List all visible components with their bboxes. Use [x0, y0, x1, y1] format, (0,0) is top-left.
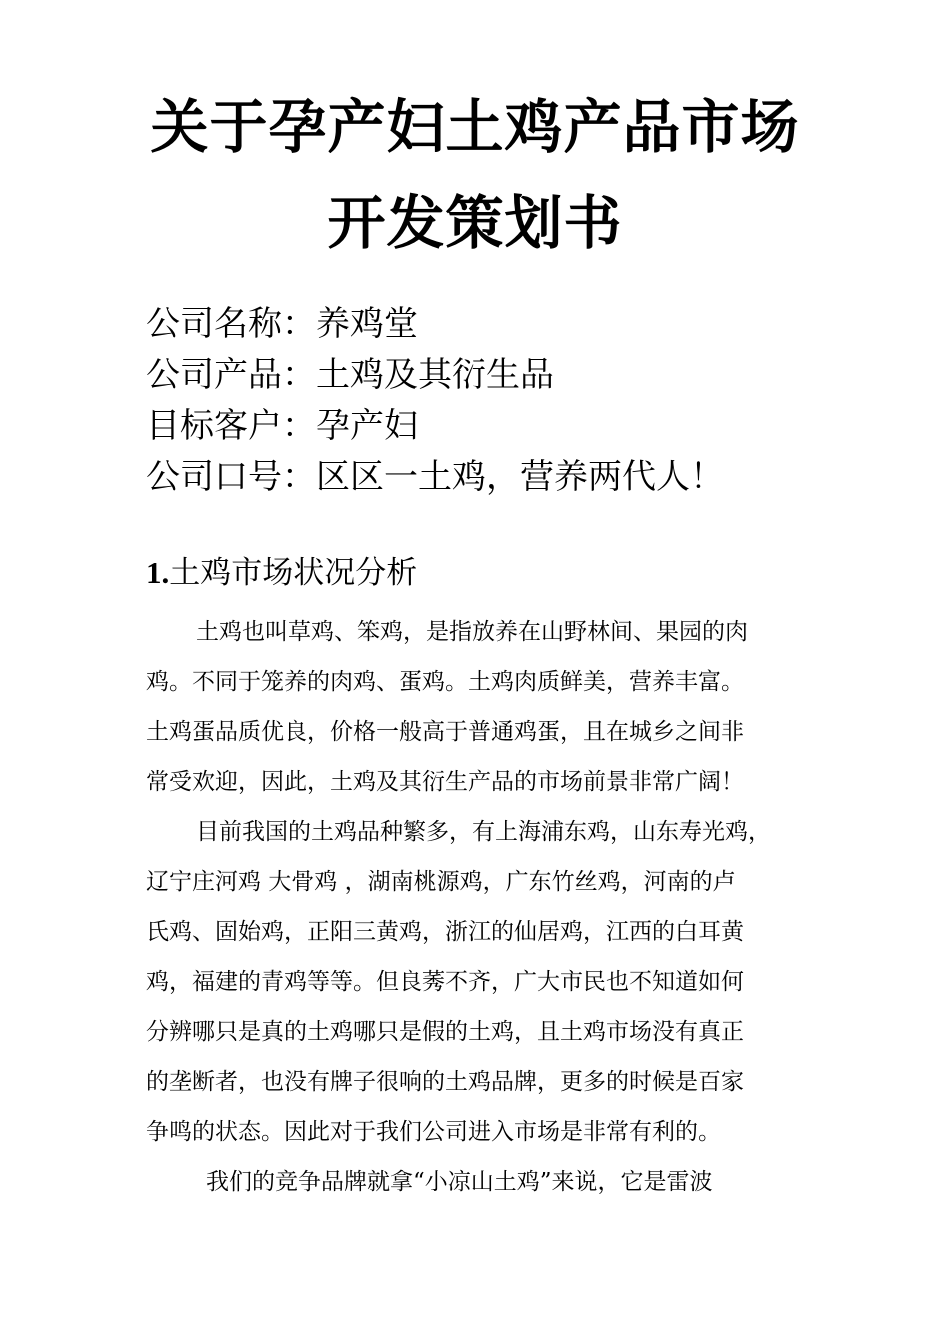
paragraph-line: 土鸡蛋品质优良，价格一般高于普通鸡蛋，且在城乡之间非 — [146, 719, 744, 745]
paragraph-line: 争鸣的状态。因此对于我们公司进入市场是非常有利的。 — [146, 1119, 721, 1145]
document-title-line-1: 关于孕产妇土鸡产品市场 — [150, 93, 800, 161]
paragraph-line: 土鸡也叫草鸡、笨鸡，是指放养在山野林间、果园的肉 — [196, 619, 748, 645]
paragraph-line: 鸡，福建的青鸡等等。但良莠不齐，广大市民也不知道如何 — [146, 969, 744, 995]
paragraph-line: 分辨哪只是真的土鸡哪只是假的土鸡，且土鸡市场没有真正 — [146, 1019, 744, 1045]
paragraph-line: 我们的竞争品牌就拿“小凉山土鸡”来说，它是雷波 — [206, 1169, 713, 1195]
paragraph-line: 辽宁庄河鸡 大骨鸡 ，湖南桃源鸡，广东竹丝鸡，河南的卢 — [146, 869, 736, 895]
paragraph-line: 鸡。不同于笼养的肉鸡、蛋鸡。土鸡肉质鲜美，营养丰富。 — [146, 669, 744, 695]
company-name: 公司名称：养鸡堂 — [146, 304, 418, 344]
company-product: 公司产品：土鸡及其衍生品 — [146, 355, 554, 395]
paragraph-line: 氏鸡、固始鸡，正阳三黄鸡，浙江的仙居鸡，江西的白耳黄 — [146, 919, 744, 945]
section-1-number: 1. — [146, 555, 170, 590]
section-1-heading — [146, 553, 417, 593]
section-1-heading-text: 土鸡市场状况分析 — [169, 555, 418, 591]
paragraph-line: 目前我国的土鸡品种繁多，有上海浦东鸡，山东寿光鸡， — [196, 819, 771, 845]
paragraph-line: 的垄断者，也没有牌子很响的土鸡品牌，更多的时候是百家 — [146, 1069, 744, 1095]
target-customer: 目标客户：孕产妇 — [146, 406, 418, 446]
document-title-line-2: 开发策划书 — [327, 189, 623, 257]
company-slogan: 公司口号：区区一土鸡，营养两代人！ — [146, 457, 724, 497]
paragraph-line: 常受欢迎，因此，土鸡及其衍生产品的市场前景非常广阔！ — [146, 769, 744, 795]
